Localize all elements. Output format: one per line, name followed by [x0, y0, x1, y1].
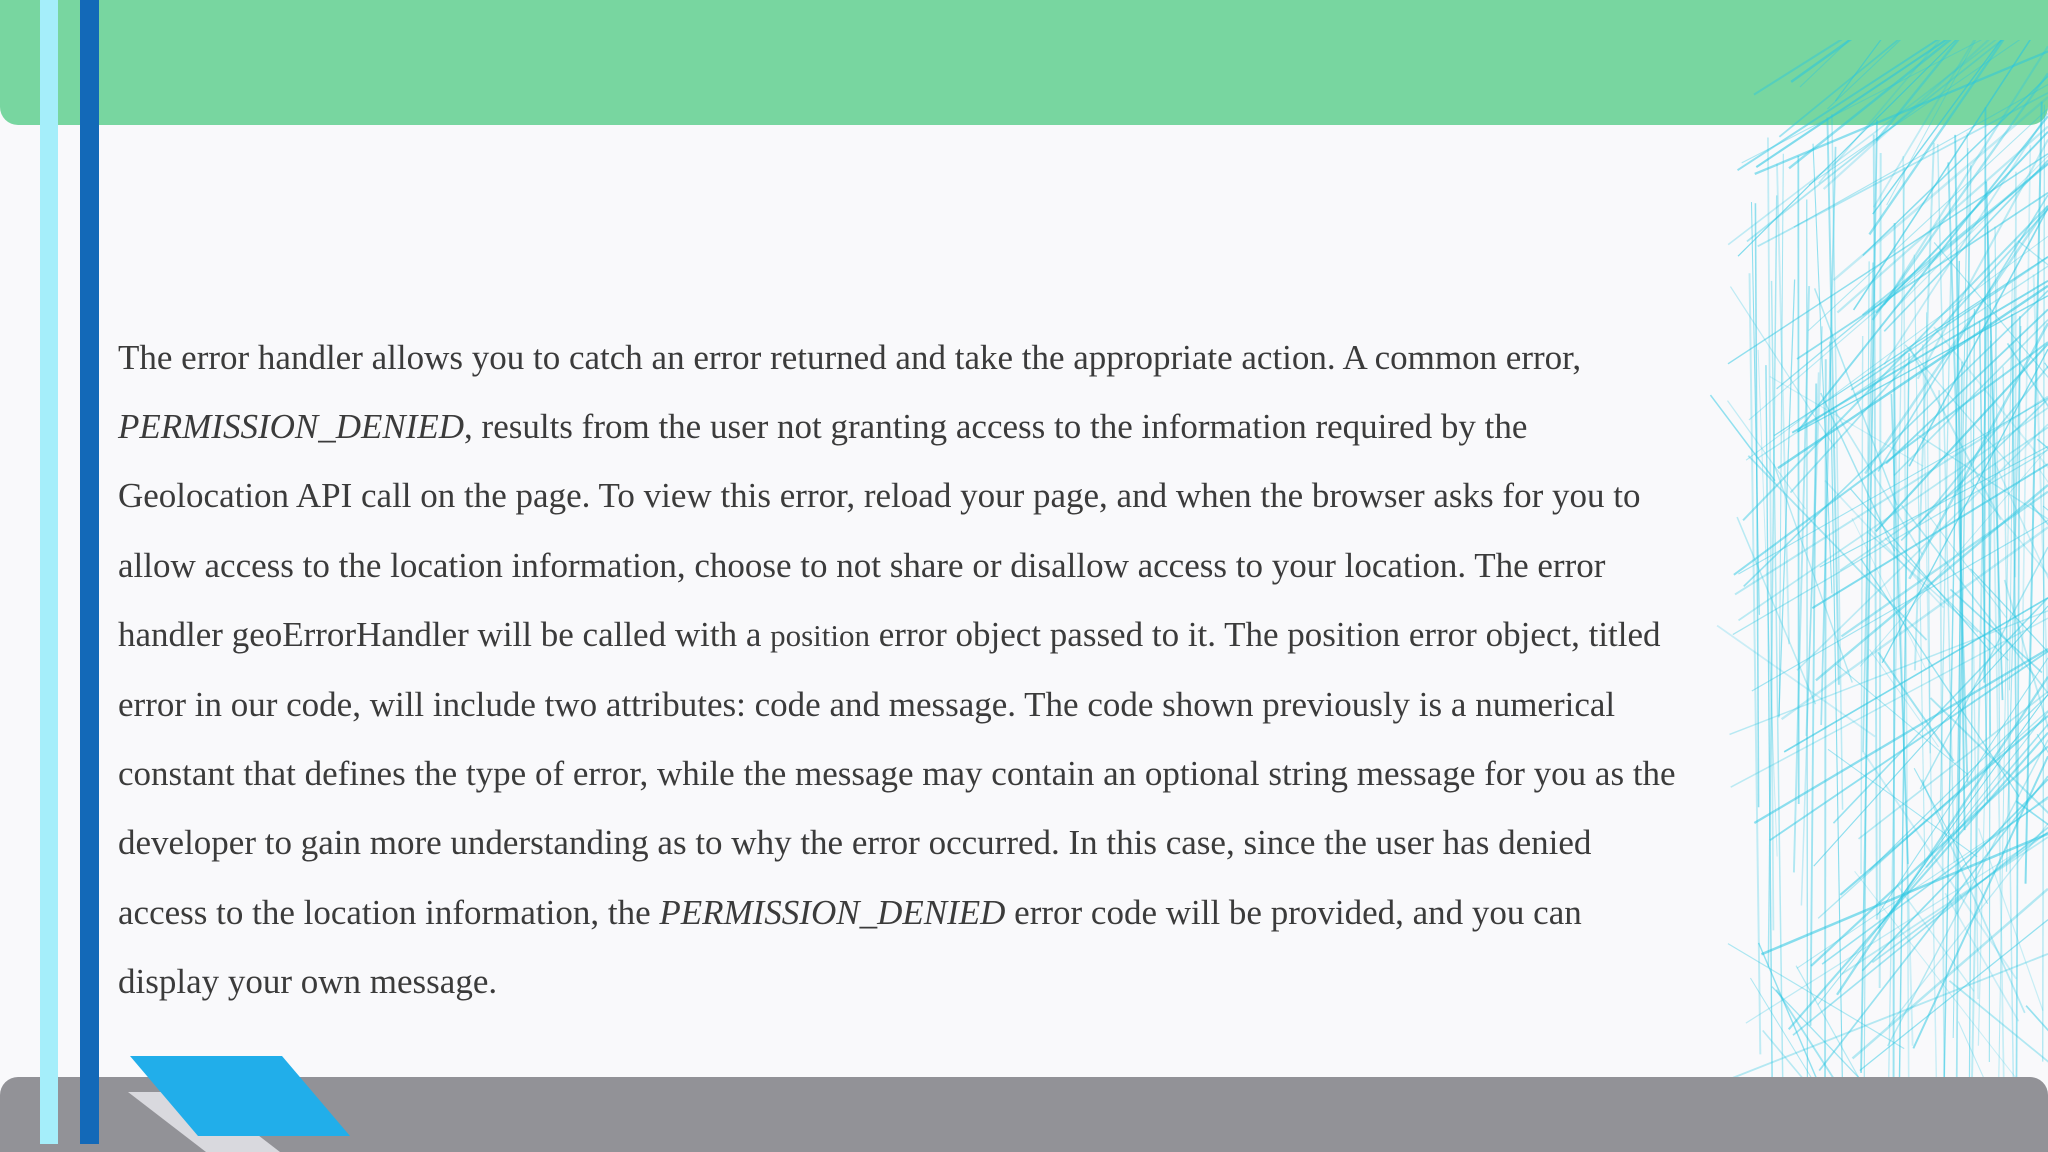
- text-run: error code will be provided, and you can: [1005, 892, 1582, 932]
- left-light-stripe: [40, 0, 58, 1144]
- text-run: Geolocation API call on the page. To view this error, reload your page, and when the browser asks for you to: [118, 476, 1641, 516]
- wireframe-line: [1880, 153, 1881, 988]
- wireframe-line: [2015, 172, 2016, 578]
- wireframe-line: [1800, 40, 2048, 87]
- wireframe-line: [1756, 40, 2048, 167]
- left-dark-stripe: [80, 0, 99, 1144]
- text-run: constant that defines the type of error, while the message may contain an optional string message for you as the: [118, 754, 1676, 794]
- text-run: handler geoErrorHandler will be called with a: [118, 614, 771, 654]
- inline-term: position: [770, 617, 871, 653]
- wireframe-line: [1893, 223, 1894, 1152]
- text-run: developer to gain more understanding as to why the error occurred. In this case, since the user has denied: [118, 823, 1592, 863]
- wireframe-line: [1742, 40, 2048, 163]
- text-run: display your own message.: [118, 961, 498, 1001]
- corner-parallelogram-icon: [120, 1050, 380, 1152]
- text-run: error object passed to it. The position error object, titled: [870, 614, 1661, 654]
- wireframe-line: [1876, 40, 2048, 141]
- wireframe-line: [1984, 107, 1985, 682]
- italic-term: PERMISSION_DENIED: [659, 892, 1006, 932]
- wireframe-line: [1853, 889, 2048, 1059]
- wireframe-line: [1738, 40, 2048, 170]
- wireframe-line: [2022, 145, 2030, 668]
- italic-term: PERMISSION_DENIED: [118, 407, 465, 447]
- text-run: error in our code, will include two attributes: code and message. The code shown previously is a numerical: [118, 685, 1616, 725]
- text-run: access to the location information, the: [118, 892, 660, 932]
- text-run: allow access to the location information, choose to not share or disallow access to your location. The error: [118, 545, 1606, 585]
- body-paragraph: [118, 323, 1848, 1016]
- text-run: The error handler allows you to catch an error returned and take the appropriate action. A common error,: [118, 338, 1582, 377]
- wireframe-line: [1903, 156, 1909, 1119]
- text-run: , results from the user not granting access to the information required by the: [464, 407, 1528, 447]
